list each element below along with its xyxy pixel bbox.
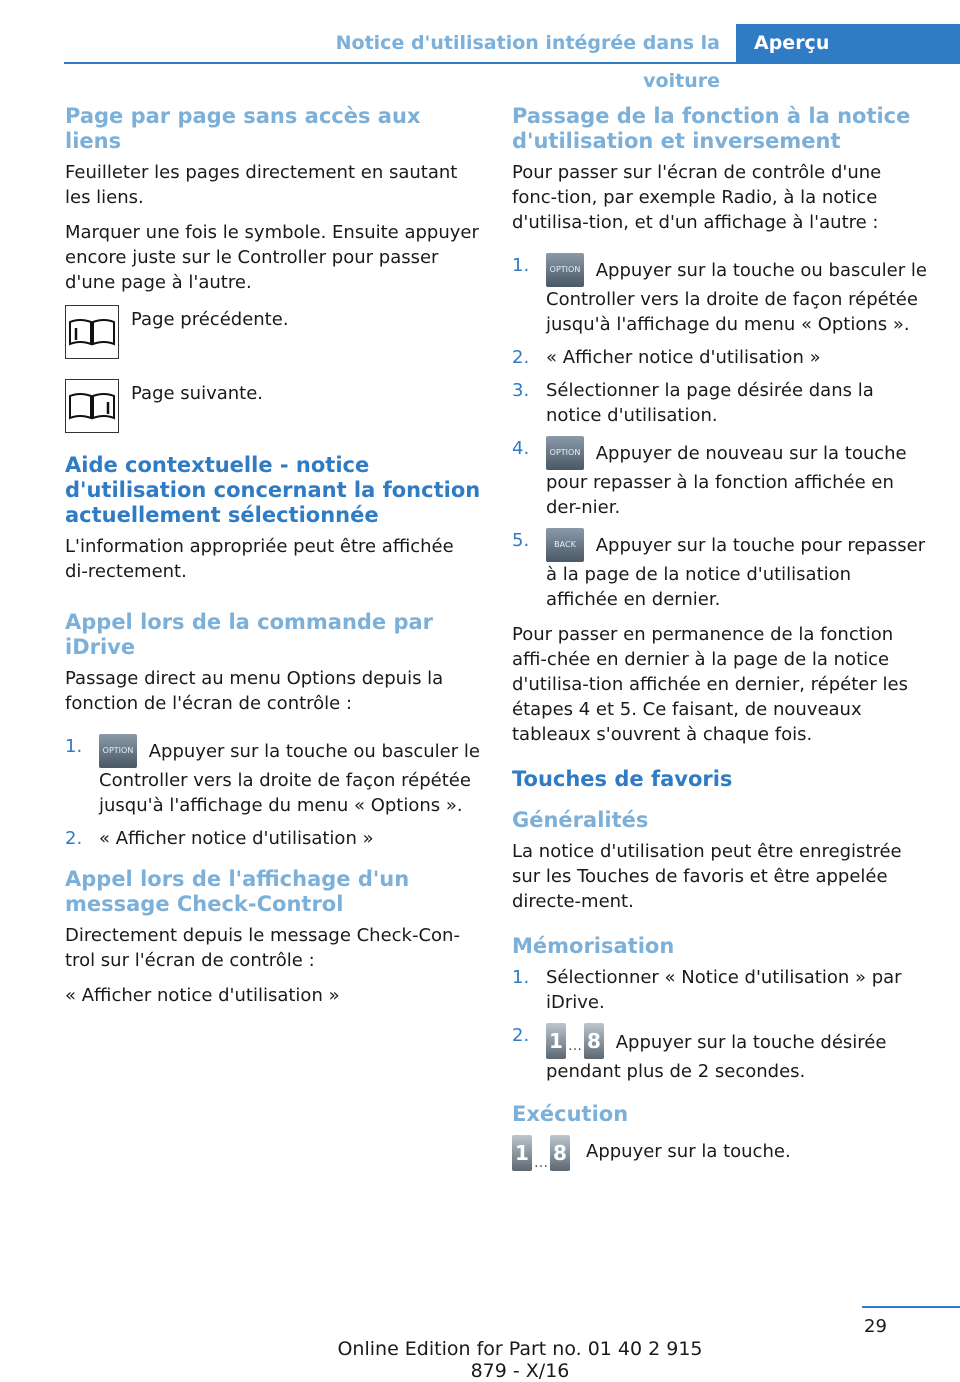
previous-page-label: Page précédente. — [131, 309, 289, 330]
ellipsis: … — [568, 1038, 582, 1054]
step-text: Appuyer sur la touche pour repasser à la page de la notice d'utilisation affichée en dernier. — [546, 535, 926, 610]
step-text: Sélectionner « Notice d'utilisation » par iDrive. — [546, 967, 902, 1013]
footer-edition-text: Online Edition for Part no. 01 40 2 915 879 - X/16 — [337, 1338, 703, 1382]
ellipsis: … — [534, 1155, 548, 1171]
step-text: Appuyer sur la touche désirée pendant plus de 2 secondes. — [546, 1032, 887, 1082]
heading-appel-idrive: Appel lors de la commande par iDrive — [65, 610, 434, 659]
back-button-icon: BACK — [546, 528, 584, 562]
favorite-key-1-icon: 1 — [512, 1135, 532, 1171]
heading-touches-favoris: Touches de favoris — [512, 767, 733, 791]
switch-steps-list — [512, 253, 928, 612]
right-column — [512, 104, 928, 1185]
heading-page-par-page: Page par page sans accès aux liens — [65, 104, 421, 153]
step-text: Sélectionner la page désirée dans la notice d'utilisation. — [546, 380, 874, 426]
step-text: Appuyer sur la touche ou basculer le Controller vers la droite de façon répétée jusqu'à l'affichage du menu « Options ». — [99, 741, 480, 816]
step-number: 1. — [512, 255, 530, 276]
book-next-icon — [65, 379, 119, 433]
heading-memorisation: Mémorisation — [512, 934, 675, 958]
heading-passage-fonction: Passage de la fonction à la notice d'utilisation et inversement — [512, 104, 911, 153]
paragraph: L'information appropriée peut être affichée di-rectement. — [65, 536, 454, 582]
memorisation-steps-list — [512, 965, 928, 1084]
paragraph: Passage direct au menu Options depuis la fonction de l'écran de contrôle : — [65, 668, 444, 714]
list-item — [512, 528, 928, 612]
list-item — [512, 378, 928, 428]
option-button-icon: OPTION — [99, 734, 137, 768]
next-page-row — [65, 379, 481, 443]
paragraph: Pour passer sur l'écran de contrôle d'une fonc-tion, par exemple Radio, à la notice d'utilisa-tion, et d'un affichage à l'autre : — [512, 162, 882, 233]
heading-aide-contextuelle: Aide contextuelle - notice d'utilisation concernant la fonction actuellement sélectionnée — [65, 453, 481, 527]
step-number: 2. — [512, 347, 530, 368]
book-previous-icon — [65, 305, 119, 359]
list-item — [512, 965, 928, 1015]
step-number: 2. — [512, 1025, 530, 1046]
list-item — [512, 345, 928, 370]
step-number: 1. — [512, 967, 530, 988]
list-item — [65, 826, 481, 851]
option-button-icon: OPTION — [546, 253, 584, 287]
paragraph: Feuilleter les pages directement en sautant les liens. — [65, 162, 458, 208]
execution-row — [512, 1139, 928, 1185]
favorite-key-8-icon: 8 — [550, 1135, 570, 1171]
step-text: Appuyer sur la touche ou basculer le Controller vers la droite de façon répétée jusqu'à l'affichage du menu « Options ». — [546, 260, 927, 335]
left-column — [65, 104, 481, 1018]
header-tab-apercu: Aperçu — [736, 24, 960, 62]
idrive-steps-list — [65, 734, 481, 851]
step-text: « Afficher notice d'utilisation » — [546, 347, 821, 368]
paragraph: Appuyer sur la touche. — [586, 1141, 791, 1162]
paragraph: Pour passer en permanence de la fonction affi-chée en dernier à la page de la notice d'utilisa-tion affichée en dernier, répéter les étapes 4 et 5. Ce faisant, de nouveaux tableaux s'ouvrent à chaque fois. — [512, 624, 908, 745]
list-item — [512, 436, 928, 520]
header-section-title: Notice d'utilisation intégrée dans la voiture — [335, 32, 720, 92]
heading-check-control: Appel lors de l'affichage d'un message Check-Control — [65, 867, 410, 916]
previous-page-row — [65, 305, 481, 369]
option-button-icon: OPTION — [546, 436, 584, 470]
header-rule — [64, 62, 960, 64]
paragraph: « Afficher notice d'utilisation » — [65, 985, 340, 1006]
favorite-key-1-icon: 1 — [546, 1023, 566, 1059]
step-text: « Afficher notice d'utilisation » — [99, 828, 374, 849]
paragraph: La notice d'utilisation peut être enregistrée sur les Touches de favoris et être appelée directe-ment. — [512, 841, 902, 912]
favorite-key-8-icon: 8 — [584, 1023, 604, 1059]
footer-rule — [862, 1306, 960, 1308]
list-item — [65, 734, 481, 818]
page-number: 29 — [864, 1316, 887, 1337]
step-number: 5. — [512, 530, 530, 551]
step-text: Appuyer de nouveau sur la touche pour repasser à la fonction affichée en der-nier. — [546, 443, 907, 518]
heading-execution: Exécution — [512, 1102, 629, 1126]
heading-generalites: Généralités — [512, 808, 649, 832]
step-number: 2. — [65, 828, 83, 849]
step-number: 1. — [65, 736, 83, 757]
list-item — [512, 1023, 928, 1084]
paragraph: Marquer une fois le symbole. Ensuite appuyer encore juste sur le Controller pour passer d'une page à l'autre. — [65, 222, 479, 293]
paragraph: Directement depuis le message Check-Con-trol sur l'écran de contrôle : — [65, 925, 460, 971]
list-item — [512, 253, 928, 337]
step-number: 3. — [512, 380, 530, 401]
next-page-label: Page suivante. — [131, 383, 264, 404]
step-number: 4. — [512, 438, 530, 459]
